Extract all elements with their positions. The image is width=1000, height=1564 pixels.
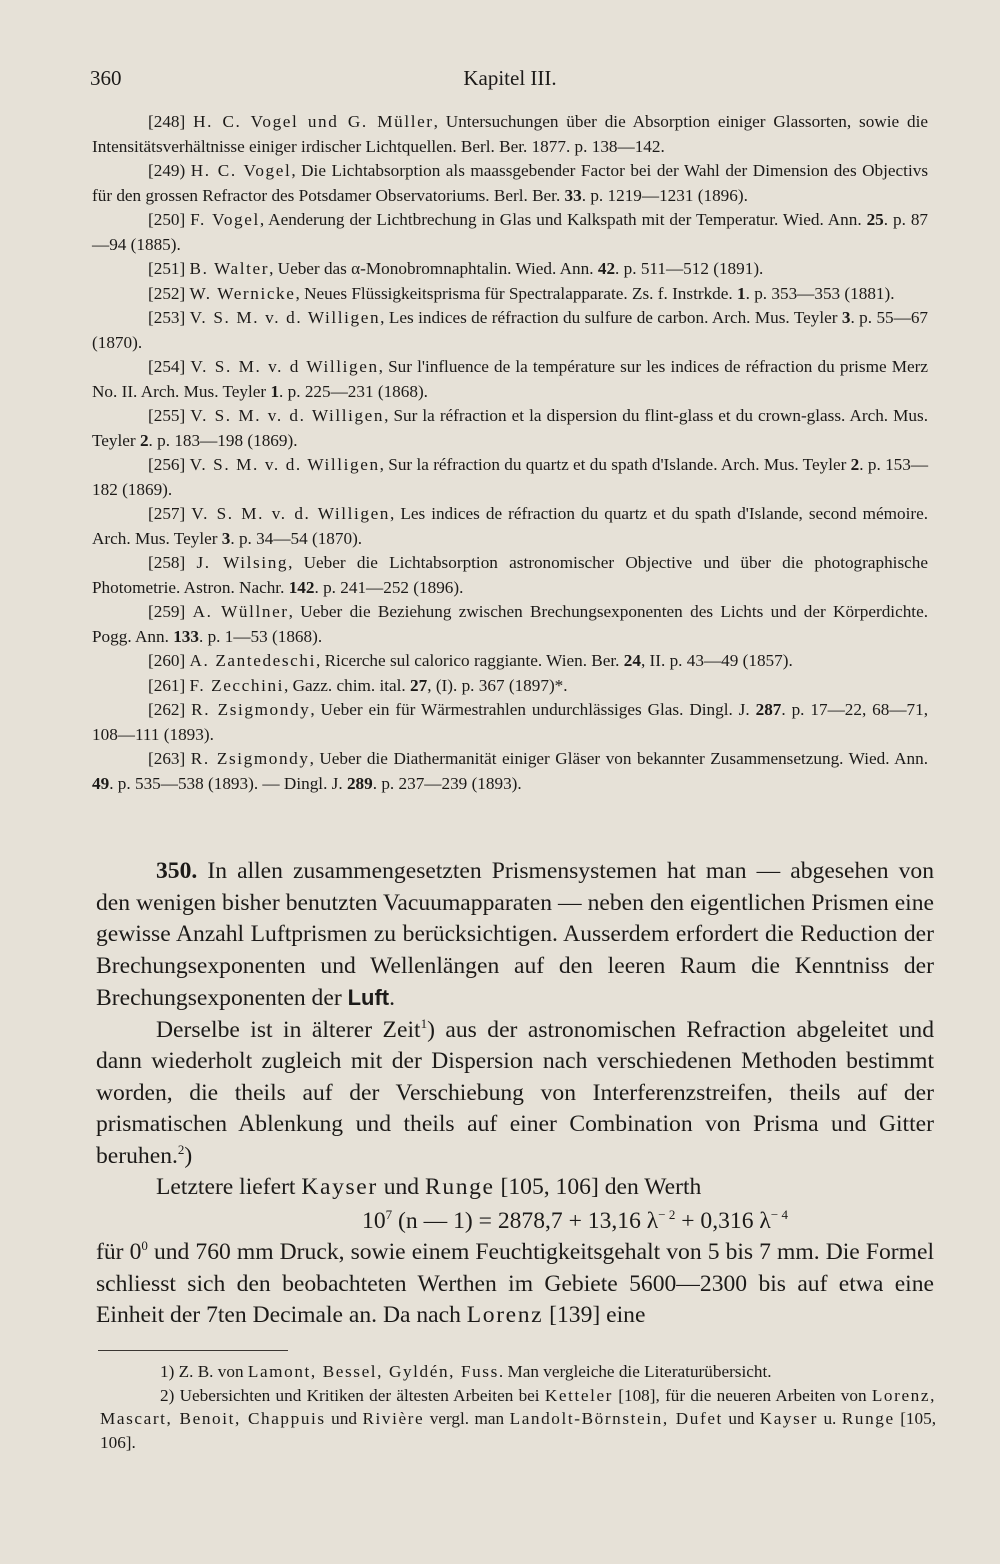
reference-volume: 25: [866, 210, 884, 229]
reference-entry: [92, 355, 928, 404]
reference-pages: . p. 1—53 (1868).: [198, 626, 323, 646]
reference-text: , Untersuchungen über die Absorption einiger Glassorten, sowie die Intensitätsverhältnisse einiger irdischer Lichtquellen. Berl. Ber. 1877. p. 138—142.: [92, 112, 929, 156]
reference-volume: 1: [270, 381, 280, 401]
reference-number: [258]: [148, 553, 186, 572]
reference-author: V. S. M. v. d. Willigen: [191, 504, 390, 523]
paragraph-text: [139] eine: [543, 1302, 646, 1328]
reference-author: A. Zantedeschi: [189, 651, 316, 670]
reference-text: , Ueber ein für Wärmestrahlen undurchlässiges Glas. Dingl. J.: [310, 700, 756, 719]
reference-number: [262]: [148, 700, 186, 719]
reference-volume: 289: [346, 773, 373, 793]
paragraph-text: In allen zusammengesetzten Prismensystemen hat man — abgesehen von den wenigen bisher benutzten Vacuumapparaten — neben den eigentlichen Prismen eine gewisse Anzahl Luftprismen zu berücksichtigen. Ausserdem erfordert die Reduction der Brechungsexponenten und Wellenlängen auf den leeren Raum die Kenntniss der Brechungsexponenten der: [96, 858, 934, 1011]
reference-pages: , II. p. 43—49 (1857).: [640, 651, 793, 670]
footnote-text: 1) Z. B. von: [160, 1362, 248, 1381]
reference-volume: 133: [173, 626, 199, 646]
footnotes: [100, 1360, 936, 1454]
reference-text: , Gazz. chim. ital.: [284, 675, 411, 695]
reference-volume: 1: [737, 283, 746, 303]
footnote-text: vergl. man: [424, 1409, 510, 1428]
reference-author: V. S. M. v. d. Willigen: [189, 308, 381, 327]
page-header: [90, 66, 930, 96]
paragraph-350: [96, 856, 934, 1015]
reference-volume: 49: [92, 773, 110, 793]
footnote-text: und: [722, 1409, 760, 1428]
reference-entry: [92, 551, 928, 600]
reference-entry: [92, 674, 928, 699]
reference-number: [251]: [148, 259, 186, 278]
reference-entry: [92, 600, 928, 649]
reference-author: J. Wilsing: [196, 553, 289, 572]
author-name: Lamont, Bessel, Gyldén, Fuss: [247, 1362, 499, 1381]
reference-pages: . p. 511—512 (1891).: [615, 259, 764, 278]
paragraph-text: für 0: [96, 1239, 142, 1265]
reference-number: [254]: [148, 357, 186, 376]
reference-entry: [92, 257, 928, 282]
footnote-text: [105, 106].: [100, 1409, 936, 1452]
reference-author: V. S. M. v. d Willigen: [190, 357, 379, 376]
reference-volume: 3: [841, 308, 851, 327]
formula-part: (n — 1) = 2878,7 + 13,16 λ: [392, 1207, 659, 1234]
formula-part: 10: [362, 1207, 386, 1234]
reference-author: V. S. M. v. d. Willigen: [190, 406, 385, 425]
formula: [96, 1206, 934, 1238]
reference-pages: . p. 153—182 (1869).: [92, 455, 929, 499]
paragraph-text: Derselbe ist in älterer Zeit: [156, 1016, 421, 1043]
reference-number: [257]: [148, 504, 186, 523]
reference-entry: [92, 404, 928, 453]
author-name: Ketteler: [544, 1385, 613, 1405]
author-name: Runge: [425, 1174, 495, 1200]
page-number: 360: [90, 66, 122, 90]
reference-list: [92, 110, 928, 796]
reference-pages: . p. 55—67 (1870).: [92, 308, 929, 352]
reference-pages: . p. 353—353 (1881).: [745, 283, 895, 303]
reference-pages: . p. 535—538 (1893). — Dingl. J.: [109, 773, 347, 793]
paragraph-text: .: [389, 985, 396, 1011]
reference-author: W. Wernicke: [189, 283, 296, 303]
author-name: Landolt-Börnstein, Dufet: [509, 1409, 723, 1428]
paragraph-text: Letztere liefert: [156, 1174, 302, 1200]
reference-volume: 27: [410, 675, 428, 695]
reference-text: , Neues Flüssigkeitsprisma für Spectralapparate. Zs. f. Instrkde.: [295, 283, 737, 303]
running-title: Kapitel III.: [463, 66, 557, 90]
reference-number: [256]: [148, 455, 186, 474]
reference-text: , Aenderung der Lichtbrechung in Glas und Kalkspath mit der Temperatur. Wied. Ann.: [259, 210, 867, 229]
reference-entry: [92, 282, 928, 307]
reference-entry: [92, 698, 928, 747]
reference-entry: [92, 159, 928, 208]
reference-author: B. Walter: [189, 259, 270, 278]
reference-volume: 3: [221, 528, 231, 548]
reference-text: , Ueber die Lichtabsorption astronomischer Objective und über die photographische Photometrie. Astron. Nachr.: [92, 553, 928, 597]
reference-volume: 24: [623, 651, 641, 670]
reference-pages: . p. 1219—1231 (1896).: [581, 185, 748, 205]
footnote-1: [100, 1360, 936, 1384]
paragraph: [96, 1237, 934, 1332]
footnote-text: 2) Uebersichten und Kritiken der ältesten Arbeiten bei: [160, 1385, 545, 1405]
reference-number: [263]: [148, 749, 186, 768]
reference-text: , Die Lichtabsorption als maassgebender Factor bei der Wahl der Dimension des Objectivs für den grossen Refractor des Potsdamer Observatoriums. Berl. Ber.: [92, 161, 929, 205]
reference-entry: [92, 649, 928, 674]
footnote-text: und: [325, 1409, 363, 1428]
body-text: [96, 856, 934, 1332]
formula-exponent: − 2: [658, 1206, 676, 1222]
reference-entry: [92, 502, 928, 551]
reference-text: , Les indices de réfraction du quartz et du spath d'Islande, second mémoire. Arch. Mus. Teyler: [92, 504, 928, 548]
reference-volume: 2: [850, 455, 860, 474]
footnote-divider: [98, 1350, 288, 1351]
author-name: Kayser: [301, 1174, 378, 1200]
reference-number: [259]: [148, 602, 186, 621]
reference-entry: [92, 208, 928, 257]
reference-pages: , (I). p. 367 (1897)*.: [427, 675, 568, 695]
reference-pages: . p. 87—94 (1885).: [92, 210, 929, 254]
reference-text: , Ueber die Beziehung zwischen Brechungsexponenten des Lichts und der Körperdichte. Pogg. Ann.: [92, 602, 929, 646]
reference-number: [260]: [148, 651, 186, 670]
section-number: 350.: [156, 858, 198, 884]
reference-text: , Sur l'influence de la température sur les indices de réfraction du prisme Merz No. II. Arch. Mus. Teyler: [92, 357, 929, 401]
footnote-text: u.: [817, 1409, 842, 1428]
reference-author: R. Zsigmondy: [191, 700, 311, 719]
reference-number: [253]: [148, 308, 186, 327]
paragraph: [96, 1015, 934, 1173]
author-name: Lorenz, Mascart, Benoit, Chappuis: [100, 1385, 936, 1428]
reference-entry: [92, 747, 928, 796]
paragraph-text: und 760 mm Druck, sowie einem Feuchtigkeitsgehalt von 5 bis 7 mm. Die Formel schliesst sich den beobachteten Werthen im Gebiete 5600—2300 bis auf etwa eine Einheit der 7ten Decimale an. Da nach: [96, 1239, 934, 1328]
author-name: Runge: [841, 1409, 895, 1428]
reference-text: , Sur la réfraction et la dispersion du flint-glass et du crown-glass. Arch. Mus. Teyler: [92, 406, 929, 450]
reference-pages: . p. 241—252 (1896).: [314, 577, 464, 597]
reference-author: V. S. M. v. d. Willigen: [189, 455, 380, 474]
reference-author: H. C. Vogel: [190, 161, 292, 180]
reference-text: , Ueber die Diathermanität einiger Gläser von bekannter Zusammensetzung. Wied. Ann.: [309, 749, 928, 768]
reference-author: H. C. Vogel und G. Müller: [193, 112, 434, 131]
reference-author: F. Zecchini: [189, 675, 285, 695]
reference-text: , Ueber das α-Monobromnaphtalin. Wied. Ann.: [269, 259, 598, 278]
reference-pages: . p. 34—54 (1870).: [230, 528, 363, 548]
reference-pages: . p. 17—22, 68—71, 108—111 (1893).: [92, 700, 929, 744]
reference-number: [249): [148, 161, 186, 180]
footnote-text: . Man vergleiche die Literaturübersicht.: [498, 1362, 772, 1381]
reference-pages: . p. 183—198 (1869).: [148, 430, 298, 450]
reference-volume: 33: [564, 185, 582, 205]
formula-exponent: 7: [385, 1206, 393, 1222]
reference-author: R. Zsigmondy: [190, 749, 310, 768]
degree-sup: 0: [141, 1238, 148, 1254]
formula-part: + 0,316 λ: [675, 1207, 771, 1234]
author-name: Rivière: [362, 1409, 425, 1428]
reference-number: [255]: [148, 406, 186, 425]
footnote-ref[interactable]: 1: [420, 1015, 428, 1031]
reference-text: , Ricerche sul calorico raggiante. Wien. Ber.: [315, 651, 624, 670]
reference-volume: 2: [139, 430, 149, 450]
reference-text: , Sur la réfraction du quartz et du spath d'Islande. Arch. Mus. Teyler: [379, 455, 851, 474]
reference-volume: 42: [597, 259, 616, 278]
footnote-2: [100, 1384, 936, 1455]
reference-text: , Les indices de réfraction du sulfure de carbon. Arch. Mus. Teyler: [380, 308, 842, 327]
reference-volume: 142: [288, 577, 315, 597]
reference-number: [250]: [148, 210, 186, 229]
footnote-ref[interactable]: 2: [177, 1141, 185, 1157]
reference-number: [261]: [148, 675, 186, 695]
reference-entry: [92, 306, 928, 355]
formula-exponent: − 4: [770, 1206, 788, 1222]
emphasis-luft: Luft: [347, 985, 390, 1010]
reference-entry: [92, 453, 928, 502]
paragraph-text: [105, 106] den Werth: [494, 1174, 702, 1200]
reference-number: [252]: [148, 283, 186, 303]
paragraph: [96, 1172, 934, 1204]
reference-entry: [92, 110, 928, 159]
reference-pages: . p. 225—231 (1868).: [279, 381, 428, 401]
paragraph-text: ) aus der astronomischen Refraction abgeleitet und dann wiederholt zugleich mit der Dispersion nach verschiedenen Methoden bestimmt worden, die theils auf der Verschiebung von Interferenzstreifen, theils auf der prismatischen Ablenkung und theils auf einer Combination von Prisma und Gitter beruhen.: [96, 1016, 934, 1169]
paragraph-text: ): [184, 1142, 193, 1169]
reference-author: A. Wüllner: [192, 602, 289, 621]
reference-volume: 287: [755, 700, 782, 719]
reference-pages: . p. 237—239 (1893).: [372, 773, 522, 793]
author-name: Kayser: [759, 1409, 818, 1428]
reference-author: F. Vogel: [190, 210, 260, 229]
footnote-text: [108], für die neueren Arbeiten von: [613, 1385, 872, 1405]
author-name: Lorenz: [466, 1302, 544, 1328]
reference-number: [248]: [148, 112, 186, 131]
paragraph-text: und: [377, 1174, 425, 1200]
